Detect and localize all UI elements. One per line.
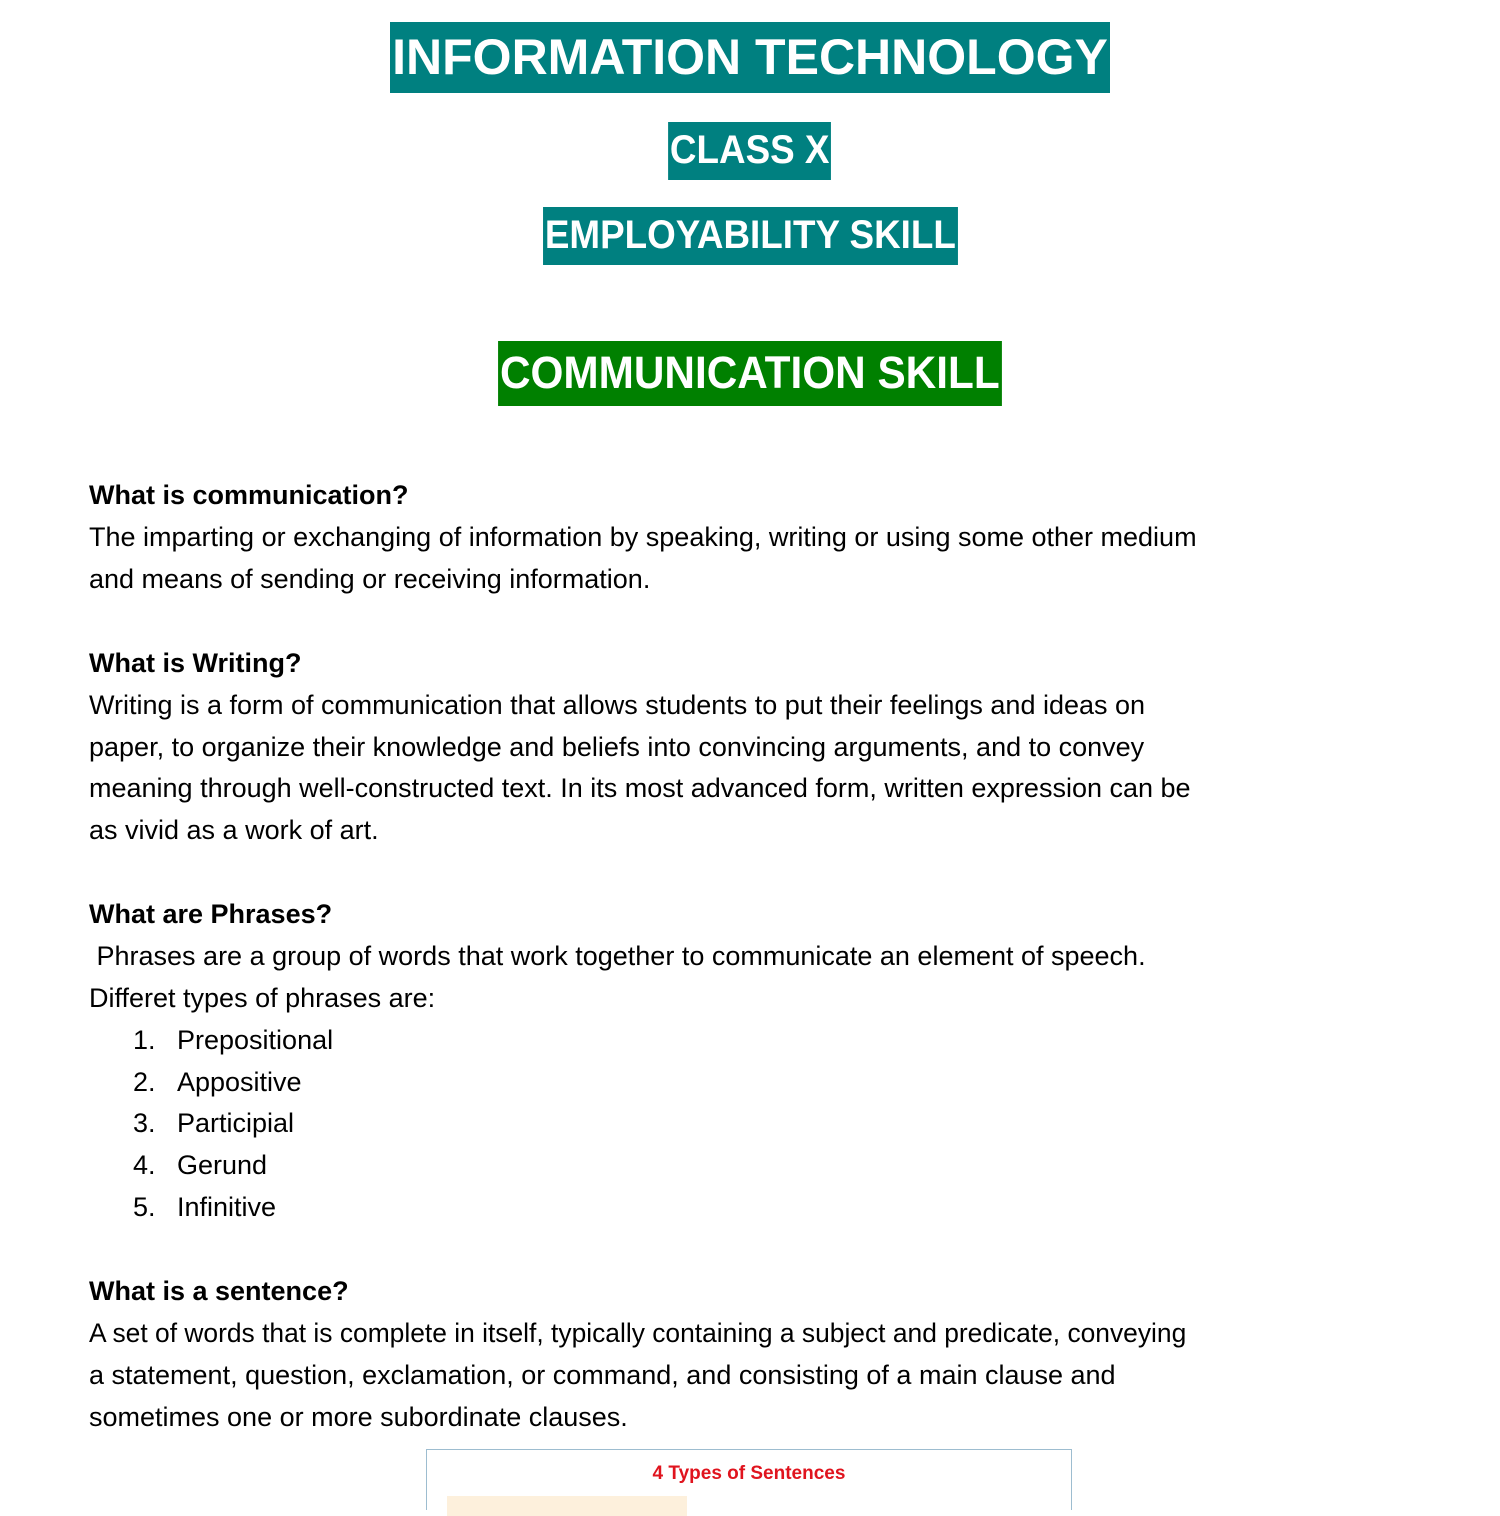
list-text: Prepositional xyxy=(177,1025,334,1055)
document-title xyxy=(0,22,1500,93)
subject-heading xyxy=(0,207,1500,265)
list-number: 4. xyxy=(133,1150,156,1180)
paragraph-line: A set of words that is complete in itself, typically containing a subject and predicate, conveying xyxy=(89,1318,1187,1348)
paragraph-line: The imparting or exchanging of information by speaking, writing or using some other medium xyxy=(89,522,1197,552)
sentence-types-figure xyxy=(426,1449,1072,1510)
figure-box xyxy=(447,1496,687,1516)
list-text: Gerund xyxy=(177,1150,268,1180)
paragraph-line: Phrases are a group of words that work together to communicate an element of speech. xyxy=(89,941,1146,971)
title-text: INFORMATION TECHNOLOGY xyxy=(390,22,1110,93)
paragraph-line: Writing is a form of communication that allows students to put their feelings and ideas on xyxy=(89,690,1146,720)
list-number: 3. xyxy=(133,1108,156,1138)
figure-title: 4 Types of Sentences xyxy=(652,1463,846,1484)
list-number: 2. xyxy=(133,1067,156,1097)
topic-heading xyxy=(0,341,1500,406)
subject-text: EMPLOYABILITY SKILL xyxy=(543,207,958,265)
topic-text: COMMUNICATION SKILL xyxy=(498,341,1001,406)
communication-heading: What is communication? xyxy=(89,480,409,510)
paragraph-line: Differet types of phrases are: xyxy=(89,983,436,1013)
list-text: Appositive xyxy=(177,1067,302,1097)
list-number: 1. xyxy=(133,1025,156,1055)
list-text: Participial xyxy=(177,1108,295,1138)
list-item xyxy=(133,1019,333,1061)
class-heading xyxy=(0,122,1500,180)
list-item xyxy=(133,1186,276,1228)
list-item xyxy=(133,1061,302,1103)
class-text: CLASS X xyxy=(668,122,831,180)
phrases-heading: What are Phrases? xyxy=(89,899,333,929)
paragraph-line: meaning through well-constructed text. In its most advanced form, written expression can be xyxy=(89,773,1191,803)
paragraph-line: a statement, question, exclamation, or command, and consisting of a main clause and xyxy=(89,1360,1116,1390)
sentence-heading: What is a sentence? xyxy=(89,1276,349,1306)
list-item xyxy=(133,1144,267,1186)
paragraph-line: and means of sending or receiving information. xyxy=(89,564,651,594)
paragraph-line: paper, to organize their knowledge and beliefs into convincing arguments, and to convey xyxy=(89,732,1145,762)
list-item xyxy=(133,1102,294,1144)
paragraph-line: as vivid as a work of art. xyxy=(89,815,379,845)
writing-heading: What is Writing? xyxy=(89,648,302,678)
list-number: 5. xyxy=(133,1192,156,1222)
paragraph-line: sometimes one or more subordinate clauses. xyxy=(89,1402,628,1432)
list-text: Infinitive xyxy=(177,1192,277,1222)
